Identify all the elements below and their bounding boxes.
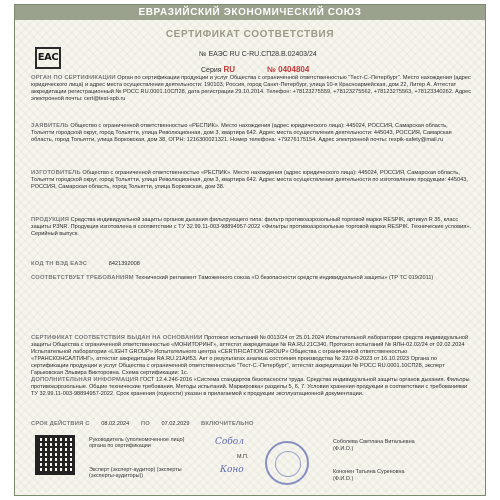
tnved-value: 8421392008 — [108, 261, 140, 267]
additional-info-text: ГОСТ 12.4.246-2016 «Система стандартов безопасности труда. Средства индивидуальной защиты органов дыхания. Фильтры противоаэрозольные. Общие технические требования. Методы испытаний. Маркировка» разделы 5, 6, 7. Условия хранения продукции в соответствии с требованиями ТУ 32.99.11-003-98894957-2022. Срок хранения (годности) указан в прилагаемой к продукции эксплуатационной документации. — [31, 377, 470, 398]
expert-signature: Коно — [220, 465, 244, 475]
tnved-section — [31, 261, 471, 268]
product-label: ПРОДУКЦИЯ — [31, 217, 70, 223]
certificate-sheet — [14, 4, 486, 496]
series-number: № 0404804 — [267, 65, 310, 74]
valid-from-date: 08.02.2024 — [101, 421, 130, 427]
certificate-title: СЕРТИФИКАТ СООТВЕТСТВИЯ — [165, 29, 335, 40]
basis-section — [31, 335, 471, 378]
requirements-text: Технический регламент Таможенного союза «О безопасности средств индивидуальной защиты» (ТР ТС 019/2011) — [135, 275, 434, 281]
product-text: Средства индивидуальной защиты органов дыхания фильтрующего типа: фильтр противоаэрозольный торговой марки RESPIK, артикул R 35, класс защиты P3NR. Продукция изготовлена в соответствии с ТУ 32.99.11-003-98894957-2022 «Фильтры противоаэрозольные торговой марки RESPIK. Технические условия». Серийный выпуск. — [31, 217, 471, 238]
head-initials: (Ф.И.О.) — [333, 446, 354, 452]
eac-logo: ЕАС — [35, 47, 61, 69]
series-code: RU — [223, 65, 236, 74]
series-line — [201, 65, 309, 74]
expert-initials: (Ф.И.О.) — [333, 476, 354, 482]
valid-to-label: ПО — [140, 421, 150, 427]
basis-text: Протокол испытаний № 0013/24 от 25.01.2024 Испытательной лаборатории средств индивидуальной защиты Общества с ограниченной ответственностью «МОНИТОРИНГ», аттестат аккредитации № RA.RU.21C340. Протокол испытаний № ЯЛН-02.02/24 от 02.02.2024 Испытательной лаборатории «LIGHT GROUP» Испытательного центра «CERTIFICATION GROUP» Общества с ограниченной ответственностью «ТРАНСКОНСАЛТИНГ», аттестат аккредитации RA.RU.21АИ53. Акт о результатах анализа состояния производства № 22/2-8-2023 от 16.10.2023 Органа по сертификации продукции и услуг Общества с ограниченной ответственностью "Тест-С.-Петербург", аттестат аккредитации № РОСС RU.0001.10СП28, эксперт Гарьковская Эльвира Викторовна. Схема сертификации: 1с. — [31, 335, 469, 377]
certification-body-label: ОРГАН ПО СЕРТИФИКАЦИИ — [31, 75, 116, 81]
certification-body-text: Орган по сертификации продукции и услуг Общества с ограниченной ответственностью "Тест-С.-Петербург". Место нахождения (адрес юридического лица) и адрес места осуществления деятельности: 190103, Россия, город Санкт-Петербург, улица 10-я Красноармейская, дом 22, Литер А. Аттестат аккредитации регистрационный № РОСС RU.0001.10СП28, дата регистрации 29.10.2014. Телефон: +78123275559, +78123275562, +78123275563, +78123340262. Адрес электронной почты: cert@test-spb.ru — [31, 75, 471, 103]
head-signature: Собол — [215, 437, 244, 447]
additional-info-label: ДОПОЛНИТЕЛЬНАЯ ИНФОРМАЦИЯ — [31, 377, 139, 383]
expert-name: Кононен Татьяна Суреновна — [333, 469, 405, 475]
applicant-section — [31, 123, 471, 144]
expert-signature-label: Эксперт (эксперт-аудитор) (эксперты (эксперты-аудиторы)) — [89, 467, 182, 480]
requirements-section — [31, 275, 471, 282]
validity-line — [31, 421, 471, 428]
basis-label: СЕРТИФИКАТ СООТВЕТСТВИЯ ВЫДАН НА ОСНОВАНИИ — [31, 335, 203, 341]
applicant-text: Общество с ограниченной ответственностью «РЕСПИК». Место нахождения (адрес юридического лица): 445024, РОССИЯ, Самарская область, Тольятти городской округ, город Тольятти, улица Революционная, дом 3, квартира 642. Адрес места осуществления деятельности: 445043, РОССИЯ, Самарская область, город Тольятти, улица Борковская, дом 38, ОГРН: 1216300021321. Номер телефона: +79276175154. Адрес электронной почты: respik-safety@mail.ru — [31, 123, 452, 144]
applicant-label: ЗАЯВИТЕЛЬ — [31, 123, 69, 129]
additional-info-section — [31, 377, 471, 398]
union-banner: ЕВРАЗИЙСКИЙ ЭКОНОМИЧЕСКИЙ СОЮЗ — [15, 5, 485, 20]
inclusive-label: ВКЛЮЧИТЕЛЬНО — [201, 421, 254, 427]
head-signature-label: Руководитель (уполномоченное лицо) органа по сертификации — [89, 437, 185, 450]
requirements-label: СООТВЕТСТВУЕТ ТРЕБОВАНИЯМ — [31, 275, 134, 281]
head-name: Соболева Светлана Витальевна — [333, 439, 415, 445]
certificate-number: № ЕАЭС RU C-RU.СП28.В.02403/24 — [199, 51, 317, 58]
manufacturer-text: Общество с ограниченной ответственностью «РЕСПИК». Место нахождения (адрес юридического лица): 445024, РОССИЯ, Самарская область, Тольятти городской округ, город Тольятти, улица Революционная, дом 3, квартира 642. Адрес места осуществления деятельности по изготовлению продукции: 445043, РОССИЯ, Самарская область, город Тольятти, улица Борковская, дом 38. — [31, 170, 468, 191]
valid-to-date: 07.02.2029 — [161, 421, 190, 427]
certification-body-section — [31, 75, 471, 103]
valid-from-label: СРОК ДЕЙСТВИЯ С — [31, 421, 90, 427]
series-label: Серия — [201, 67, 222, 74]
product-section — [31, 217, 471, 238]
tnved-label: КОД ТН ВЭД ЕАЭС — [31, 261, 88, 267]
qr-code — [35, 435, 75, 475]
manufacturer-label: ИЗГОТОВИТЕЛЬ — [31, 170, 81, 176]
seal-place-label: М.П. — [237, 454, 249, 460]
manufacturer-section — [31, 170, 471, 191]
certification-seal — [265, 441, 309, 485]
